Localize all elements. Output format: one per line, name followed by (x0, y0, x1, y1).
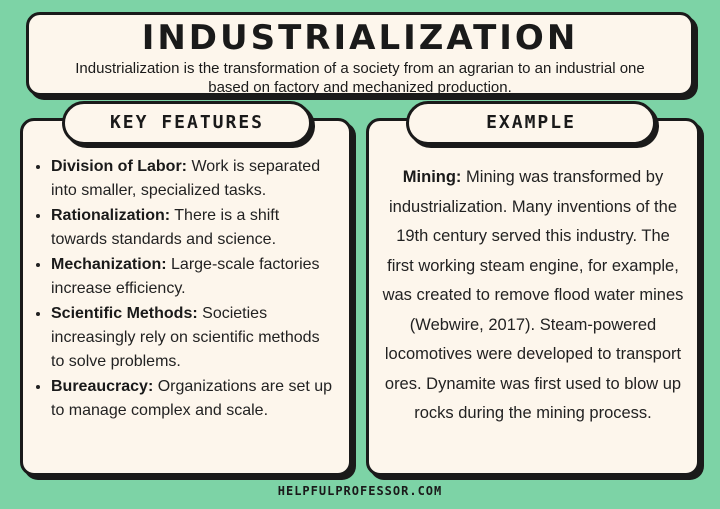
page-title: INDUSTRIALIZATION (141, 18, 579, 58)
feature-text: Organizations are set up to manage complex and scale. (51, 378, 333, 419)
key-features-panel (20, 118, 352, 476)
example-body: Mining was transformed by industrialization. Many inventions of the 19th century served this industry. The first working steam engine, for example, was created to remove flood water mines (Webwire, 2017). Steam-powered locomotives were developed to transport ores. Dynamite was first used to blow up rocks during the mining process. (382, 168, 684, 422)
key-features-heading: KEY FEATURES (62, 101, 312, 145)
feature-text: Large-scale factories increase efficiency. (51, 256, 320, 297)
feature-text: There is a shift towards standards and science. (51, 207, 280, 248)
list-item (51, 204, 337, 252)
feature-term: Rationalization: (51, 207, 171, 224)
feature-term: Bureaucracy: (51, 378, 154, 395)
feature-term: Mechanization: (51, 256, 167, 273)
feature-term: Division of Labor: (51, 158, 187, 175)
example-heading: EXAMPLE (406, 101, 656, 145)
key-features-list (23, 155, 349, 424)
title-card (26, 12, 694, 96)
feature-term: Scientific Methods: (51, 305, 198, 322)
list-item (51, 302, 337, 374)
list-item (51, 155, 337, 203)
example-panel (366, 118, 700, 476)
definition-text: Industrialization is the transformation of a society from an agrarian to an industrial one based on factory and mechanized production. (75, 60, 645, 96)
source-credit: HELPFULPROFESSOR.COM (277, 484, 443, 498)
feature-text: Work is separated into smaller, specialized tasks. (51, 158, 321, 199)
feature-text: Societies increasingly rely on scientific methods to solve problems. (51, 305, 320, 370)
list-item (51, 253, 337, 301)
example-term: Mining: (402, 168, 462, 186)
example-paragraph (381, 163, 685, 429)
list-item (51, 375, 337, 423)
